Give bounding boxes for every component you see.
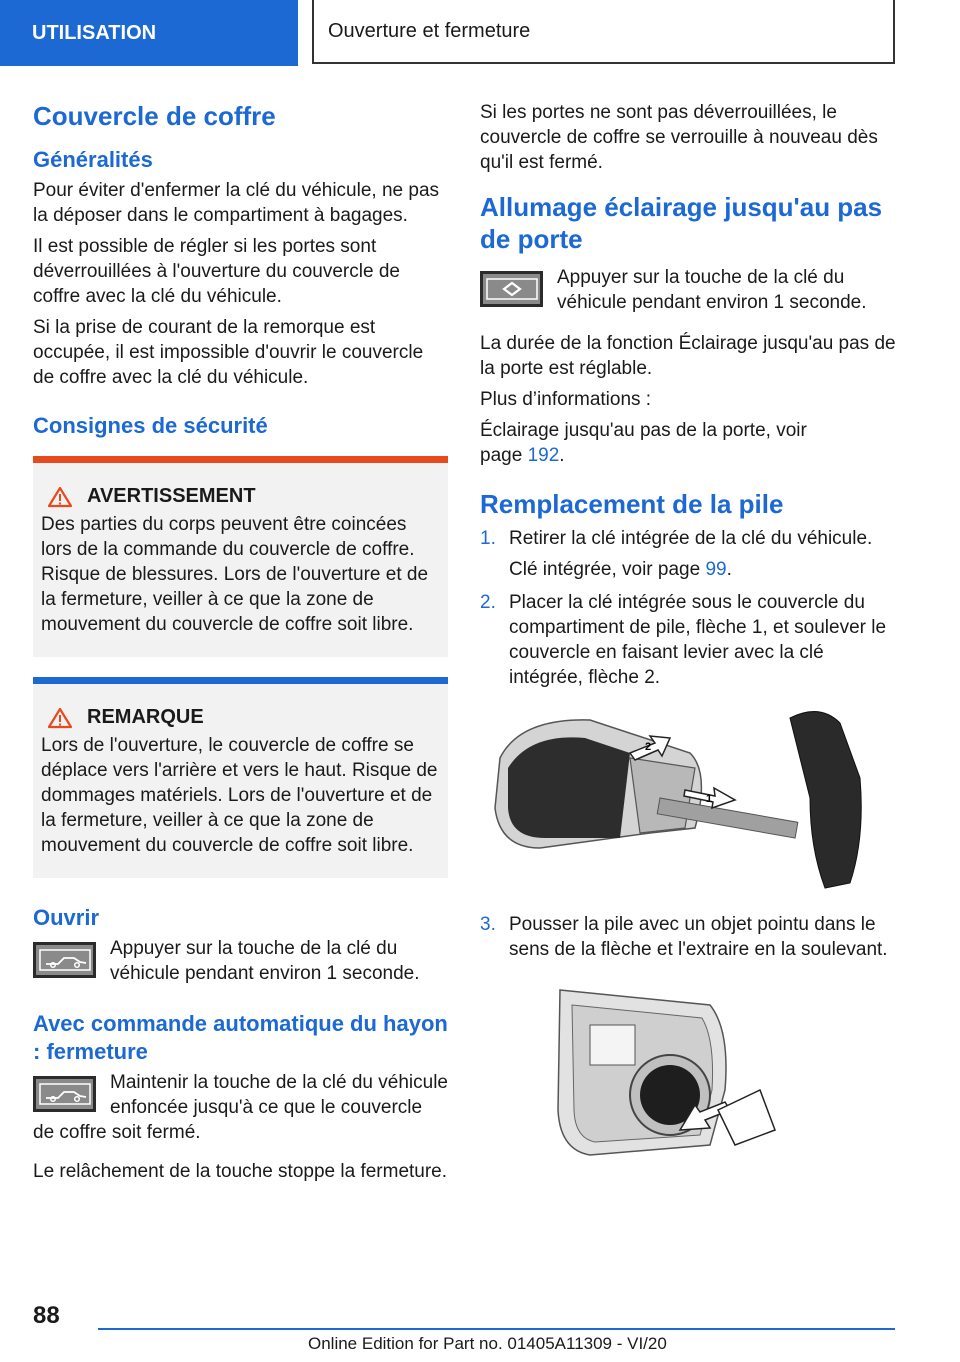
list-item <box>480 526 900 582</box>
step-text: Retirer la clé intégrée de la clé du véhicule. <box>509 528 873 549</box>
left-column <box>33 100 448 1190</box>
welcome-light-p2: Plus d’informations : <box>480 389 652 410</box>
open-heading: Ouvrir <box>33 905 100 930</box>
page-link-99[interactable]: 99 <box>705 559 727 580</box>
note-title-text: REMARQUE <box>87 706 204 728</box>
page-link-192[interactable]: 192 <box>527 445 560 466</box>
trunk-key-button-icon <box>33 942 96 978</box>
welcome-light-p3-text: Éclairage jusqu'au pas de la porte, voir <box>480 420 807 441</box>
step-number: 3. <box>480 914 496 935</box>
battery-steps-continued <box>480 912 900 962</box>
open-instruction <box>33 936 448 986</box>
general-paragraph-1: Pour éviter d'enfermer la clé du véhicule, ne pas la déposer dans le compartiment à bagages. <box>33 180 440 226</box>
warning-triangle-icon <box>47 486 73 508</box>
arrow-label-2: 2 <box>645 741 652 753</box>
battery-heading: Remplacement de la pile <box>480 489 784 519</box>
step-subtext-end: . <box>726 559 732 580</box>
warning-title <box>41 485 440 508</box>
step-subtext <box>509 557 900 582</box>
unlock-diamond-icon <box>485 277 539 301</box>
step-subtext-label: Clé intégrée, voir page <box>509 559 701 580</box>
general-paragraph-2: Il est possible de régler si les portes sont déverrouillées à l'ouverture du couvercle de coffre avec la clé du véhicule. <box>33 236 400 307</box>
car-trunk-icon <box>38 948 92 972</box>
header-section-title <box>312 0 895 64</box>
trunk-key-button-icon-2 <box>33 1076 96 1112</box>
arrow-label-1: 1 <box>706 793 713 805</box>
welcome-light-text: Appuyer sur la touche de la clé du véhicule pendant environ 1 seconde. <box>557 267 867 313</box>
step-text: Pousser la pile avec un objet pointu dans le sens de la flèche et l'extraire en la soulevant. <box>509 914 888 960</box>
auto-close-text: Maintenir la touche de la clé du véhicule enfoncée jusqu'à ce que le couvercle de coffre soit fermé. <box>33 1072 448 1143</box>
header-chapter-tab <box>0 0 298 66</box>
section-label: Ouverture et fermeture <box>328 19 531 42</box>
auto-close-instruction <box>33 1070 448 1145</box>
battery-removal-illustration <box>480 970 880 1170</box>
note-text: Lors de l'ouverture, le couvercle de coffre se déplace vers l'arrière et vers le haut. Risque de dommages matériels. Lors de l'ouverture et de la fermeture, veiller à ce que la zone de mouvement du couvercle de coffre soit libre. <box>41 735 438 856</box>
general-heading: Généralités <box>33 147 153 172</box>
safety-heading: Consignes de sécurité <box>33 413 268 438</box>
key-disassembly-illustration <box>480 698 880 898</box>
auto-close-release: Le relâchement de la touche stoppe la fermeture. <box>33 1161 448 1182</box>
welcome-light-p3 <box>480 418 900 468</box>
page-title: Couvercle de coffre <box>33 101 276 131</box>
battery-steps <box>480 526 900 690</box>
step-text: Placer la clé intégrée sous le couvercle du compartiment de pile, flèche 1, et soulever le couvercle en faisant levier avec la clé intégrée, flèche 2. <box>509 592 887 688</box>
warning-text: Des parties du corps peuvent être coincées lors de la commande du couvercle de coffre. Risque de blessures. Lors de l'ouverture et de la fermeture, veiller à ce que la zone de mouvement du couvercle de coffre soit libre. <box>41 514 429 635</box>
page-number: 88 <box>33 1302 60 1329</box>
welcome-light-page-word: page <box>480 445 523 466</box>
warning-box <box>33 456 448 657</box>
auto-close-heading: Avec commande automatique du hayon : fermeture <box>33 1011 448 1064</box>
right-column <box>480 100 900 1184</box>
footer-divider <box>98 1328 895 1330</box>
step-number: 2. <box>480 592 496 613</box>
note-title <box>41 706 440 729</box>
note-box <box>33 677 448 878</box>
welcome-light-p1: La durée de la fonction Éclairage jusqu'au pas de la porte est réglable. <box>480 333 896 379</box>
warning-title-text: AVERTISSEMENT <box>87 485 256 507</box>
footer-edition: Online Edition for Part no. 01405A11309 - VI/20 <box>308 1334 667 1353</box>
car-trunk-icon <box>38 1082 92 1106</box>
lock-intro-text: Si les portes ne sont pas déverrouillées, le couvercle de coffre se verrouille à nouveau dès qu'il est fermé. <box>480 102 878 173</box>
open-text: Appuyer sur la touche de la clé du véhicule pendant environ 1 seconde. <box>110 938 420 984</box>
welcome-light-instruction <box>480 265 900 315</box>
light-key-button-icon <box>480 271 543 307</box>
list-item <box>480 590 900 690</box>
welcome-light-p3-end: . <box>559 445 565 466</box>
chapter-label: UTILISATION <box>32 21 157 44</box>
general-paragraph-3: Si la prise de courant de la remorque est occupée, il est impossible d'ouvrir le couvercle de coffre avec la clé du véhicule. <box>33 317 424 388</box>
list-item <box>480 912 900 962</box>
step-number: 1. <box>480 528 496 549</box>
caution-triangle-icon <box>47 707 73 729</box>
welcome-light-heading: Allumage éclairage jusqu'au pas de porte <box>480 192 883 254</box>
